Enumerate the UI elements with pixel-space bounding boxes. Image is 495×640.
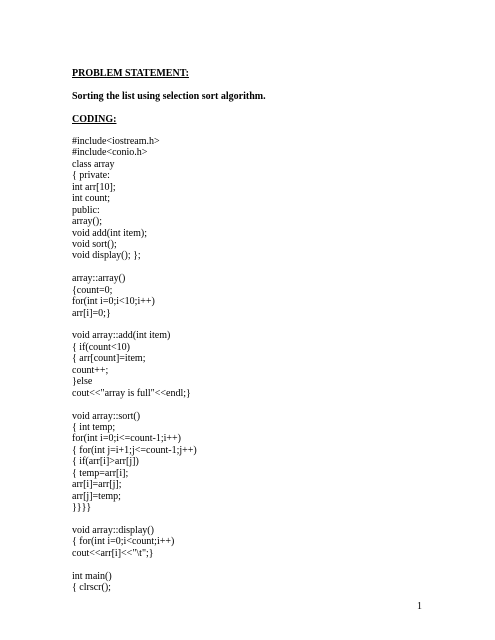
code-line: { for(int i=0;i<count;i++) bbox=[72, 536, 175, 548]
code-line: }}}} bbox=[72, 502, 92, 513]
code-line: void add(int item); bbox=[72, 227, 147, 239]
code-line: arr[i]=arr[j]; bbox=[72, 479, 122, 491]
code-line: { private: bbox=[72, 170, 110, 182]
code-line: cout<<arr[i]<<"\t";} bbox=[72, 547, 154, 559]
code-line: int main() bbox=[72, 570, 112, 582]
code-line: { for(int j=i+1;j<=count-1;j++) bbox=[72, 444, 197, 456]
page-number: 1 bbox=[417, 601, 422, 612]
code-line: { if(arr[i]>arr[j]) bbox=[72, 456, 139, 468]
code-line: for(int i=0;i<=count-1;i++) bbox=[72, 433, 182, 445]
code-line: void array::add(int item) bbox=[72, 330, 171, 342]
code-block-gap bbox=[72, 513, 197, 524]
code-line: void display(); }; bbox=[72, 250, 141, 262]
code-block-gap bbox=[72, 319, 197, 330]
code-line: }else bbox=[72, 376, 93, 388]
code-line: array(); bbox=[72, 216, 102, 228]
code-line: for(int i=0;i<10;i++) bbox=[72, 296, 155, 308]
code-line: { arr[count]=item; bbox=[72, 353, 146, 365]
code-line: void array::sort() bbox=[72, 410, 141, 422]
code-line: #include<conio.h> bbox=[72, 147, 148, 159]
code-line: int count; bbox=[72, 193, 111, 205]
code-line: { clrscr(); bbox=[72, 582, 111, 594]
code-listing bbox=[72, 136, 197, 594]
code-line: array::array() bbox=[72, 273, 126, 285]
coding-heading: CODING: bbox=[72, 114, 117, 125]
code-line: void array::display() bbox=[72, 524, 154, 536]
code-line: { temp=arr[i]; bbox=[72, 467, 129, 479]
code-line: void sort(); bbox=[72, 238, 117, 250]
code-line: { if(count<10) bbox=[72, 341, 130, 353]
code-line: class array bbox=[72, 158, 115, 170]
code-line: arr[j]=temp; bbox=[72, 490, 121, 502]
code-line: #include<iostream.h> bbox=[72, 136, 160, 147]
code-line: int arr[10]; bbox=[72, 181, 116, 193]
code-block-gap bbox=[72, 399, 197, 410]
code-line: cout<<"array is full"<<endl;} bbox=[72, 387, 191, 399]
problem-statement-text: Sorting the list using selection sort algorithm. bbox=[72, 91, 266, 102]
code-block-gap bbox=[72, 262, 197, 273]
problem-statement-heading: PROBLEM STATEMENT: bbox=[72, 68, 189, 79]
code-line: arr[i]=0;} bbox=[72, 307, 111, 319]
code-line: public: bbox=[72, 204, 100, 216]
code-line: count++; bbox=[72, 364, 109, 376]
code-line: {count=0; bbox=[72, 284, 113, 296]
code-line: { int temp; bbox=[72, 421, 116, 433]
code-block-gap bbox=[72, 559, 197, 570]
